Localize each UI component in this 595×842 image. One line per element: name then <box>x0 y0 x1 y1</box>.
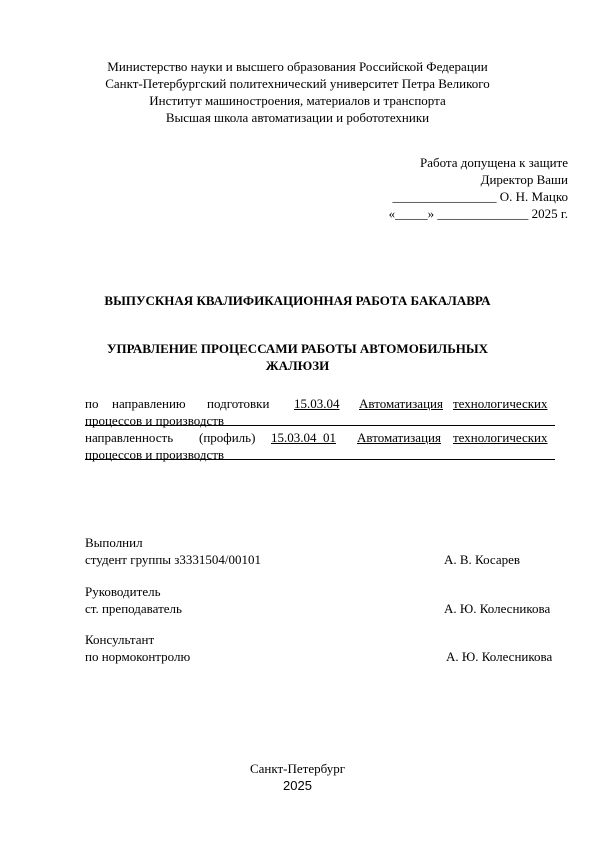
supervisor-row <box>85 600 567 617</box>
signature-role: Руководитель <box>85 584 161 599</box>
supervisor-role <box>85 583 567 600</box>
profile-title-1: Автоматизация <box>357 430 441 445</box>
direction-continuation: процессов и производств <box>85 413 225 428</box>
profile-row-cont <box>85 446 567 463</box>
direction-word-3: подготовки <box>207 396 270 411</box>
profile-code: 15.03.04_01 <box>271 430 336 445</box>
university-line: Санкт-Петербургский политехнический университет Петра Великого <box>105 76 490 91</box>
executor-role <box>85 534 567 551</box>
date-close-quote: » <box>427 206 435 221</box>
signature-position: ст. преподаватель <box>85 601 182 616</box>
footer-year: 2025 <box>283 778 312 793</box>
direction-word-1: по <box>85 396 99 411</box>
signature-role: Консультант <box>85 632 155 647</box>
date-year: 2025 г. <box>531 206 568 221</box>
signature-name: А. Ю. Колесникова <box>444 601 551 616</box>
direction-code: 15.03.04 <box>294 396 340 411</box>
school-line: Высшая школа автоматизации и робототехники <box>165 110 430 125</box>
consultant-role <box>85 631 567 648</box>
direction-title-1: Автоматизация <box>359 396 443 411</box>
date-open-quote: « <box>388 206 396 221</box>
signature-position: студент группы з3331504/00101 <box>85 552 262 567</box>
direction-underline <box>294 395 567 408</box>
footer-city: Санкт-Петербург <box>249 761 346 776</box>
direction-row-cont <box>85 412 567 429</box>
signature-name: А. Ю. Колесникова <box>446 649 553 664</box>
approval-signature <box>393 188 568 205</box>
consultant-row <box>85 648 567 665</box>
direction-word-2: направлению <box>112 396 186 411</box>
institution-header <box>0 58 595 126</box>
profile-title-2: технологических <box>453 430 548 445</box>
direction-title-2: технологических <box>453 396 548 411</box>
direction-cont-underline <box>85 412 555 426</box>
approval-date <box>389 205 568 222</box>
profile-cont-underline <box>85 446 555 460</box>
signature-blank: ________________ <box>392 189 497 204</box>
approval-line-2: Директор Ваши <box>480 172 568 187</box>
signature-role: Выполнил <box>85 535 143 550</box>
date-day-blank: _____ <box>395 206 428 221</box>
title-line-2: ЖАЛЮЗИ <box>265 358 330 373</box>
work-title <box>0 340 595 374</box>
profile-word-1: направленность <box>85 430 174 445</box>
profile-word-2: (профиль) <box>199 430 256 445</box>
institute-line: Институт машиностроения, материалов и транспорта <box>149 93 446 108</box>
date-month-blank: ______________ <box>437 206 529 221</box>
direction-row <box>85 395 567 412</box>
approval-line-1: Работа допущена к защите <box>419 155 568 170</box>
footer <box>0 760 595 794</box>
director-name: О. Н. Мацко <box>499 189 568 204</box>
work-type: ВЫПУСКНАЯ КВАЛИФИКАЦИОННАЯ РАБОТА БАКАЛАВРА <box>104 293 491 308</box>
title-line-1: УПРАВЛЕНИЕ ПРОЦЕССАМИ РАБОТЫ АВТОМОБИЛЬНЫХ <box>106 341 489 356</box>
ministry-line: Министерство науки и высшего образования Российской Федерации <box>107 59 488 74</box>
signature-name: А. В. Косарев <box>444 552 521 567</box>
executor-row <box>85 551 567 568</box>
profile-continuation: процессов и производств <box>85 447 225 462</box>
profile-row <box>85 429 567 446</box>
signature-position: по нормоконтролю <box>85 649 191 664</box>
